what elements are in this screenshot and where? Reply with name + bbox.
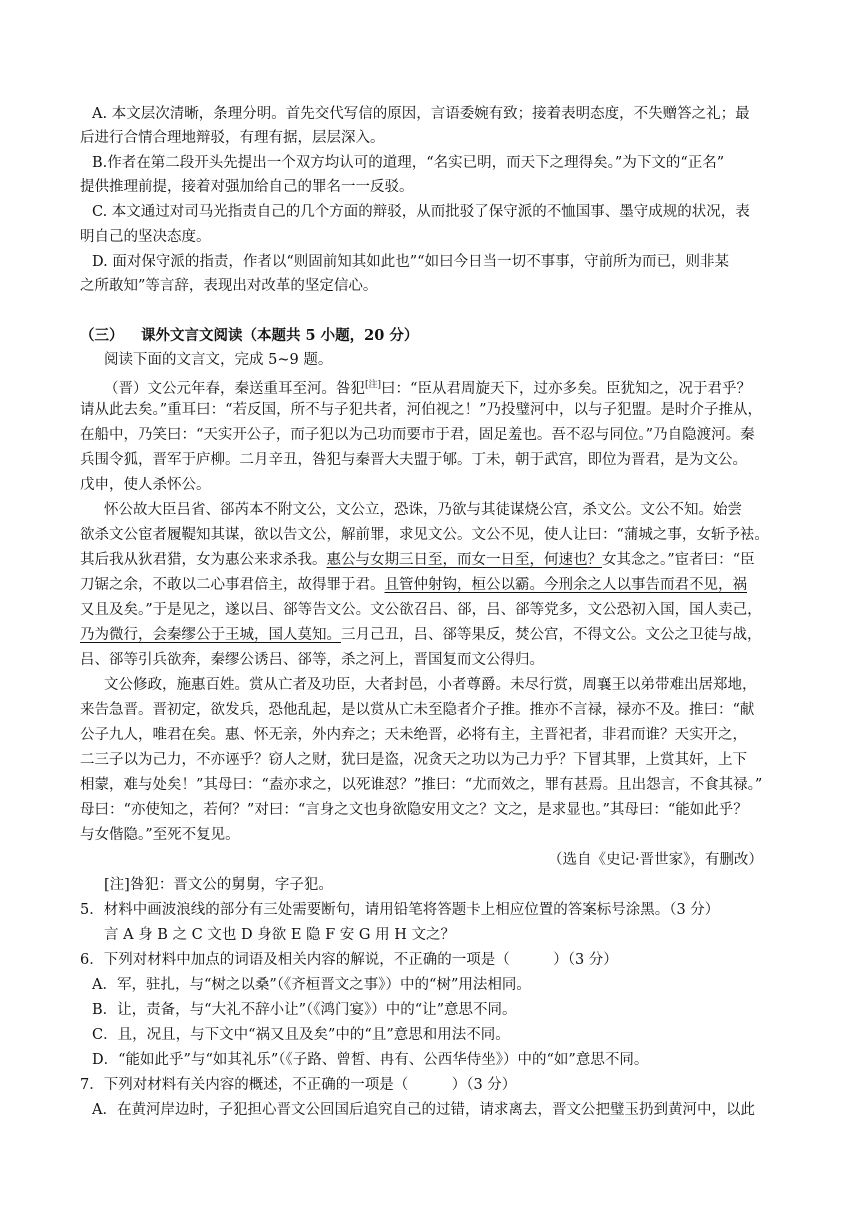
q4-option-d-line1: D. 面对保守派的指责，作者以“则固前知其如此也”“如曰今日当一切不事事，守前所为而已，则非某 [92, 254, 730, 270]
passage-p2-line5: 又且及矣。”于是见之，遂以吕、郤等告文公。文公欲召吕、郤，吕、郤等党多，文公恐初入国，国人卖己， [80, 602, 762, 618]
passage-p3-line6: 母曰：“亦使知之，若何？”对曰：“言身之文也身欲隐安用文之？文之，是求显也。”其母曰：“能如此乎？ [80, 802, 748, 818]
section-number: （三） [80, 327, 124, 344]
q5-options: 言 A 身 B 之 C 文也 D 身欲 E 隐 F 安 G 用 H 文之？ [104, 927, 455, 943]
q4-option-b-line2: 提供推理前提，接着对强加给自己的罪名一一反驳。 [80, 179, 414, 195]
passage-p3-line5: 相蒙，难与处矣！”其母曰：“盍亦求之，以死谁怼？”推曰：“尤而效之，罪有甚焉。且出怨言，不食其禄。” [80, 777, 763, 793]
passage-p1-line5: 戊申，使人杀怀公。 [80, 477, 211, 493]
passage-p2-line1: 怀公故大臣吕省、郤芮本不附文公，文公立，恐诛，乃欲与其徒谋烧公宫，杀文公。文公不知。始尝 [104, 502, 742, 518]
passage-p3-line4: 二三子以为己力，不亦诬乎？窃人之财，犹曰是盗，况贪天之功以为己力乎？下冒其罪，上赏其奸，上下 [80, 752, 747, 768]
q4-option-c-line1: C. 本文通过对司马光指责自己的几个方面的辩驳，从而批驳了保守派的不恤国事、墨守成规的状况，表 [92, 204, 750, 220]
section-title: 课外文言文阅读（本题共 5 小题，20 分） [141, 327, 419, 344]
underlined-sentence-2: 且管仲射钩，桓公以霸。今刑余之人以事告而君不见，祸 [384, 577, 747, 593]
q6-option-c: C．且，况且，与下文中“祸又且及矣”中的“且”意思和用法不同。 [92, 1027, 510, 1043]
q6-stem: 6．下列对材料中加点的词语及相关内容的解说，不正确的一项是（ ）（3 分） [80, 952, 618, 968]
q6-option-a: A．军，驻扎，与“树之以桑”（《齐桓晋文之事》）中的“树”用法相同。 [92, 977, 531, 993]
q5-stem: 5．材料中画波浪线的部分有三处需要断句，请用铅笔将答题卡上相应位置的答案标号涂黑。（3 分） [80, 902, 720, 918]
passage-p2-line3: 其后我从狄君猎，女为惠公来求杀我。惠公与女期三日至，而女一日至，何速也？女其念之。”宦者曰：“臣 [80, 552, 755, 568]
passage-p1-line1: （晋）文公元年春，秦送重耳至河。咎犯[注]曰：“臣从君周旋天下，过亦多矣。臣犹知之，况于君乎？ [104, 380, 751, 397]
q4-option-d-line2: 之所敢知”等言辞，表现出对改革的坚定信心。 [80, 278, 378, 294]
passage-p1-line2: 请从此去矣。”重耳曰：“若反国，所不与子犯共者，河伯视之！”乃投璧河中，以与子犯盟。是时介子推从， [80, 402, 762, 418]
underlined-sentence-1: 惠公与女期三日至，而女一日至，何速也？ [326, 552, 602, 568]
passage-note: [注]咎犯：晋文公的舅舅，字子犯。 [104, 877, 333, 893]
passage-source: （选自《史记·晋世家》，有删改） [548, 852, 763, 868]
passage-p2-line2: 欲杀文公宦者履鞮知其谋，欲以告文公，解前罪，求见文公。文公不见，使人让曰：“蒲城之事，女斩予袪。 [80, 527, 769, 543]
q6-option-d: D．“能如此乎”与“如其礼乐”（《子路、曾皙、冉有、公西华侍坐》）中的“如”意思不同。 [92, 1052, 649, 1068]
passage-p2-line6: 乃为微行，会秦缪公于王城，国人莫知。三月己丑，吕、郤等果反，焚公宫，不得文公。文公之卫徒与战， [80, 627, 762, 643]
passage-p3-line7: 与女偕隐。”至死不复见。 [80, 827, 240, 843]
passage-p2-line7: 吕、郤等引兵欲奔，秦缪公诱吕、郤等，杀之河上，晋国复而文公得归。 [80, 652, 544, 668]
q4-option-a-line1: A. 本文层次清晰，条理分明。首先交代写信的原因，言语委婉有致；接着表明态度，不失赠答之礼；最 [92, 106, 750, 122]
q7-stem: 7．下列对材料有关内容的概述，不正确的一项是（ ）（3 分） [80, 1077, 517, 1093]
passage-p3-line3: 公子九人，唯君在矣。惠、怀无亲，外内弃之；天未绝晋，必将有主，主晋祀者，非君而谁？天实开之， [80, 727, 747, 743]
section-instruction: 阅读下面的文言文，完成 5~9 题。 [104, 352, 333, 368]
q7-option-a-line1: A．在黄河岸边时，子犯担心晋文公回国后追究自己的过错，请求离去，晋文公把璧玉扔到黄河中，以此 [92, 1102, 755, 1118]
q4-option-a-line2: 后进行合情合理地辩驳，有理有据，层层深入。 [80, 130, 385, 146]
passage-p3-line1: 文公修政，施惠百姓。赏从亡者及功臣，大者封邑，小者尊爵。未尽行赏，周襄王以弟带难出居郑地， [104, 677, 757, 693]
passage-p2-line4: 刀锯之余，不敢以二心事君倍主，故得罪于君。且管仲射钩，桓公以霸。今刑余之人以事告而君不见，祸 [80, 577, 747, 593]
q4-option-b-line1: B.作者在第二段开头先提出一个双方均认可的道理，“名实已明，而天下之理得矣。”为下文的“正名” [92, 155, 725, 171]
underlined-sentence-3: 乃为微行，会秦缪公于王城，国人莫知。 [80, 627, 341, 643]
passage-p3-line2: 来告急晋。晋初定，欲发兵，恐他乱起，是以赏从亡未至隐者介子推。推亦不言禄，禄亦不及。推曰：“献 [80, 702, 755, 718]
passage-p1-line4: 兵围令狐，晋军于庐柳。二月辛丑，咎犯与秦晋大夫盟于郇。丁未，朝于武宫，即位为晋君，是为文公。 [80, 452, 747, 468]
passage-p1-line3: 在船中，乃笑曰：“天实开公子，而子犯以为己功而要市于君，固足羞也。吾不忍与同位。”乃自隐渡河。秦 [80, 427, 755, 443]
q4-option-c-line2: 明自己的坚决态度。 [80, 229, 211, 245]
q6-option-b: B．让，责备，与“大礼不辞小让”（《鸿门宴》）中的“让”意思不同。 [92, 1002, 517, 1018]
footnote-marker: [注] [365, 380, 382, 390]
